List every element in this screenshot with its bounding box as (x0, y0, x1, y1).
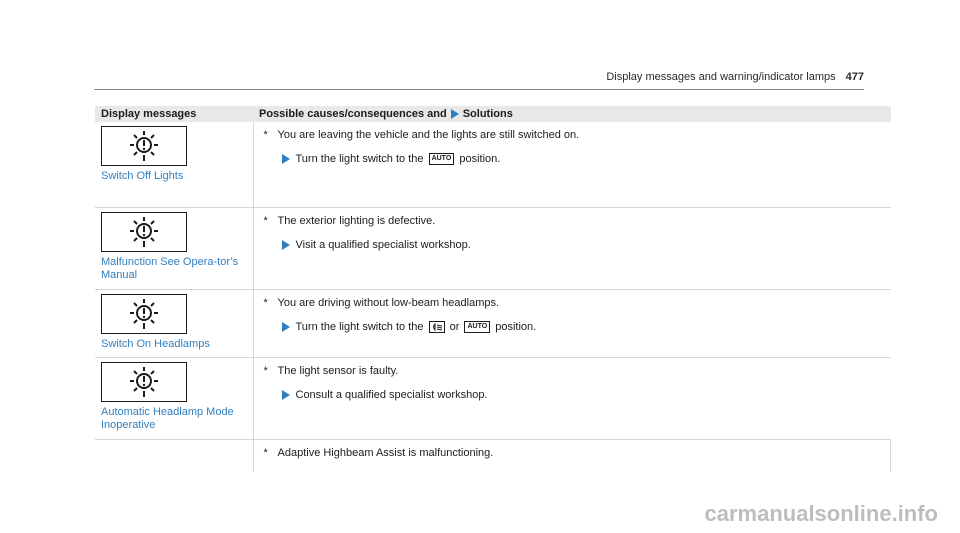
bullet: * (263, 296, 268, 309)
cause-text: You are leaving the vehicle and the lights are still switched on. (277, 129, 580, 141)
header-causes-text: Possible causes/consequences and (259, 108, 447, 120)
message-cell (95, 122, 253, 207)
solution-text-end: position. (459, 153, 501, 165)
solution-item (282, 388, 885, 402)
watermark-logo: carmanualsonline.info (704, 501, 938, 526)
solution-text: Visit a qualified specialist workshop. (295, 238, 471, 251)
header-divider (94, 89, 864, 90)
cause-item (264, 128, 885, 142)
lamp-fault-icon (101, 362, 187, 402)
page-number: 477 (845, 71, 864, 83)
cause-item (264, 214, 885, 228)
solution-item (282, 238, 885, 252)
low-beam-icon (429, 321, 445, 333)
display-messages-table (95, 106, 891, 472)
cause-cell (253, 439, 891, 472)
table-row (95, 439, 891, 472)
solution-item (282, 152, 885, 166)
auto-icon: AUTO (464, 321, 490, 333)
arrow-icon (282, 240, 290, 250)
arrow-icon (282, 154, 290, 164)
arrow-icon (451, 109, 459, 119)
message-label[interactable]: Malfunction See Opera-tor’s Manual (101, 255, 239, 281)
cause-item (264, 446, 885, 460)
arrow-icon (282, 390, 290, 400)
cause-cell (253, 357, 891, 439)
solution-text: Turn the light switch to the (295, 153, 424, 165)
lamp-fault-icon (101, 126, 187, 166)
header-solutions-text: Solutions (462, 108, 513, 120)
solution-item (282, 320, 885, 334)
lamp-fault-icon (101, 294, 187, 334)
bullet: * (263, 364, 268, 377)
arrow-icon (282, 322, 290, 332)
page-header (606, 71, 864, 83)
table-row (95, 357, 891, 439)
bullet: * (263, 129, 268, 141)
message-label[interactable]: Switch On Headlamps (101, 337, 210, 350)
cause-text: The light sensor is faulty. (277, 364, 399, 377)
message-label[interactable]: Automatic Headlamp Mode Inoperative (101, 405, 234, 431)
cause-cell (253, 122, 891, 207)
table-row (95, 289, 891, 357)
cause-cell (253, 207, 891, 289)
message-cell (95, 439, 253, 472)
bullet: * (263, 214, 268, 227)
cause-text: Adaptive Highbeam Assist is malfunctioning. (277, 446, 494, 459)
cause-cell (253, 289, 891, 357)
auto-icon: AUTO (429, 153, 455, 165)
message-cell (95, 207, 253, 289)
cause-text: You are driving without low-beam headlamps. (277, 296, 500, 309)
cause-text: The exterior lighting is defective. (277, 214, 436, 227)
solution-text-end: position. (495, 320, 537, 333)
header-causes-solutions (253, 106, 891, 122)
header-display-messages: Display messages (95, 106, 253, 122)
lamp-fault-icon (101, 212, 187, 252)
table-header-row (95, 106, 891, 122)
message-cell (95, 357, 253, 439)
cause-item (264, 364, 885, 378)
cause-item (264, 296, 885, 310)
table-row (95, 122, 891, 207)
bullet: * (263, 446, 268, 459)
section-title: Display messages and warning/indicator lamps (606, 71, 836, 83)
solution-text: Consult a qualified specialist workshop. (295, 388, 488, 401)
message-label[interactable]: Switch Off Lights (101, 170, 184, 182)
table-row (95, 207, 891, 289)
solution-text: Turn the light switch to the (295, 320, 424, 333)
message-cell (95, 289, 253, 357)
solution-text-or: or (449, 320, 460, 333)
